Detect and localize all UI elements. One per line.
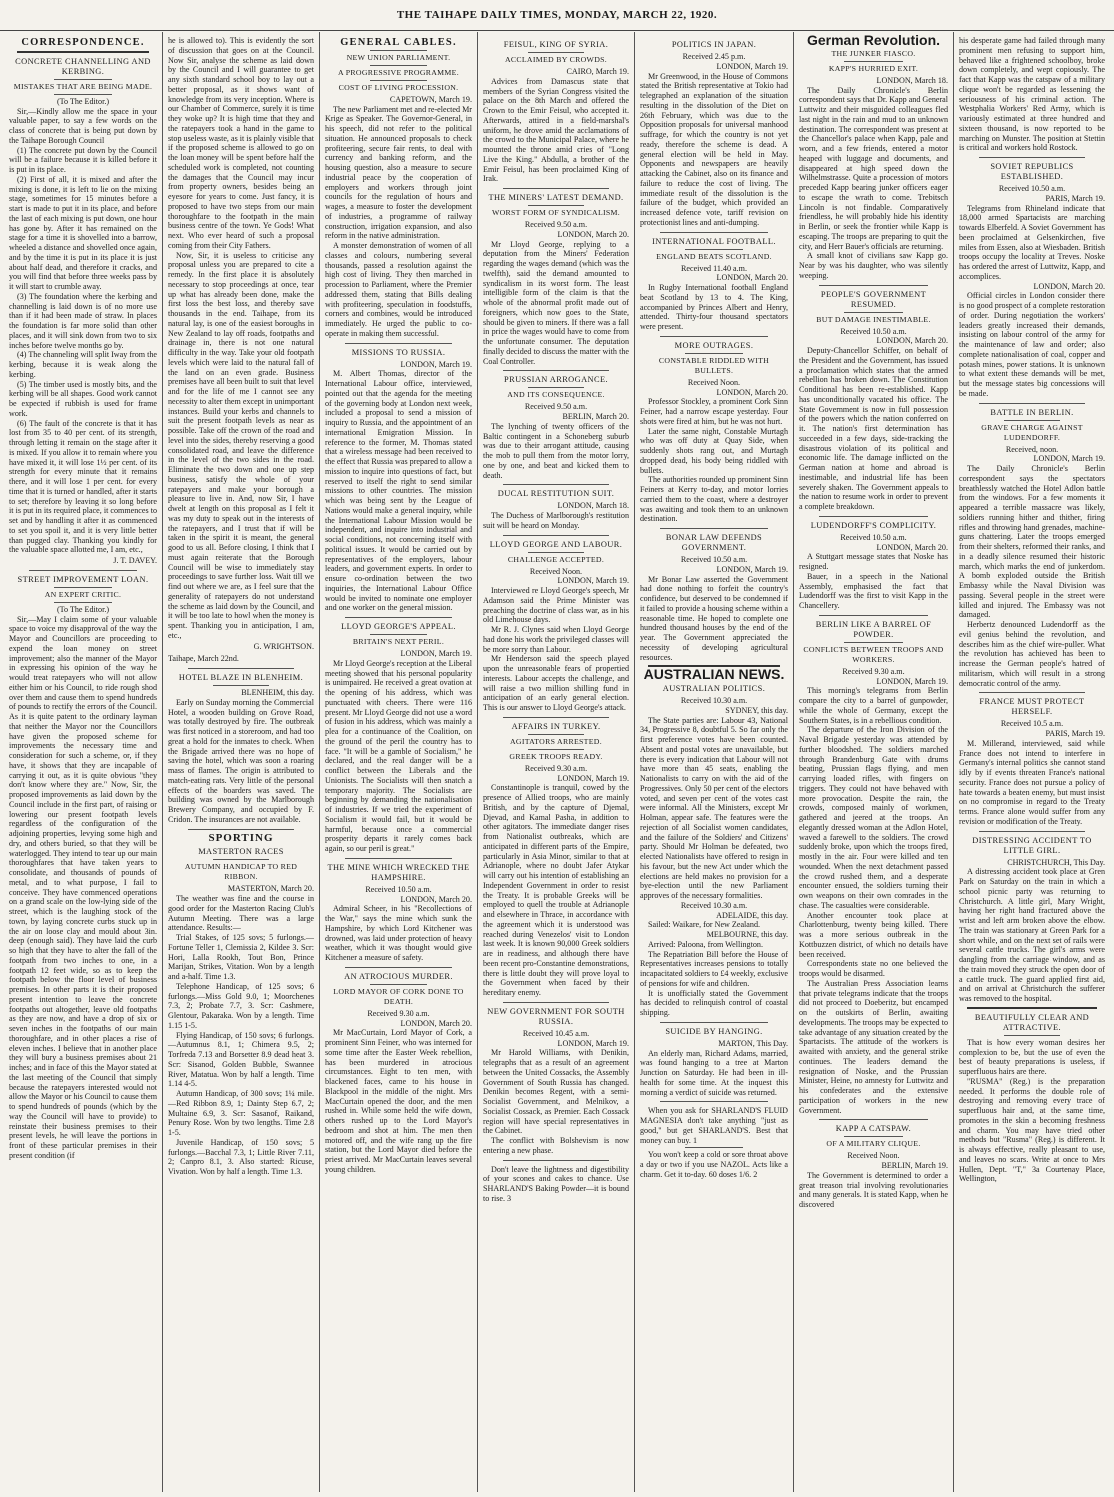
headline: LLOYD GEORGE'S APPEAL. — [341, 622, 456, 631]
divider — [503, 370, 609, 371]
subheadline: CHALLENGE ACCEPTED. — [507, 554, 605, 564]
divider — [819, 516, 928, 517]
headline: BEAUTIFULLY CLEAR AND ATTRACTIVE. — [974, 1012, 1090, 1032]
paragraph: The new Parliament met and re-elected Mr Krige as Speaker. The Governor-General, in his speech, did not refer to the political situation. He announced proposals to check profiteering, secure fair rents, to deal with currency and banking reform, and the housing question, also a measure to secure industrial peace by the cooperation of employers and workers through joint councils for the regulation of hours and wages, a measure to foster the development of industries, a programme of railway construction, irrigation expansion, and also reform in the native administration. — [325, 104, 472, 241]
paragraph: That is how every woman desires her complexion to be, but the use of even the best of beauty preparations is useless, if superfluous hairs are there. — [959, 1037, 1105, 1076]
divider — [528, 52, 584, 53]
subheadline: GRAVE CHARGE AGAINST LUDENDORFF. — [981, 422, 1083, 442]
paragraph: The Australian Press Association learns that private telegrams indicate that the troops did not proceed to Doeberitz, but encamped on the outskirts of Berlin, awaiting developments. The troops may be expected to take advantage of any situation created by the Spartacists. The attitude of the workers is awaited with anxiety, and the general strike continues. The leaders demand the resignation of Noske, and the Prussian Minister, Heine, no amnesty for Luttwitz and his confederates and the extensive participation of workers in the new Government. — [799, 978, 948, 1115]
paragraph: Advices from Damascus state that members of the Syrian Congress visited the palace on the 8th March and offered the Crown to the Emir Feisul, who accepted it. Afterwards, attired in a field-marshal's uniform, he drove amid the acclamations of the crowd to the Municipal Palace, where he mounted the throne amid cries of "Long Live the King." Abdulla, a brother of the Emir Feisul, has been proclaimed King of Irak. — [483, 76, 629, 184]
headline: BONAR LAW DEFENDS GOVERNMENT. — [665, 533, 763, 552]
paragraph: Mr Greenwood, in the House of Commons stated the British representative at Tokio had telegraphed an explanation of the situation resulting in the dissolution of the Diet on 26th February, which was due to the Opposition proposals for universal manhood suffrage, for which the country is not yet ready, therefore the scheme is dead. A general election will be held in May. Opponents and newspapers are heavily attacking the Cabinet, also on its finance and failure to reduce the cost of living. The immediate result of the dissolution is the failure of the budget, which provided an increased defence vote, tariff revision on protectionist lines and anti-dumping. — [640, 71, 788, 227]
paragraph: "RUSMA" (Reg.) is the preparation needed. It performs the double role of destroying and removing every trace of superfluous hair and, at the same time, promotes in the skin a becoming freshness and charm. You may have tried other methods but "Rusma" (Reg.) is different. It is always effective, really pleasant to use, and leaves no scars. Write at once to Mrs Hullen, Dept. "T," 3a Courtenay Place, Wellington, — [959, 1076, 1105, 1184]
headline: AN ATROCIOUS MURDER. — [344, 971, 453, 981]
divider — [979, 157, 1085, 158]
dateline: Received 11.40 a.m. — [680, 263, 747, 273]
divider — [54, 587, 112, 588]
headline: CONCRETE CHANNELLING AND KERBING. — [15, 56, 151, 76]
column-3 — [319, 32, 477, 1492]
paragraph: M. Millerand, interviewed, said while France does not intend to interfere in Germany's internal politics she cannot stand idly by if events threaten France's national security. France does not pursue a policy of hate towards a beaten enemy, but must insist on no compromise in regard to the Treaty terms. France alone would suffer from any revision or modification of the Treaty. — [959, 738, 1105, 826]
paragraph: Trial Stakes, of 125 sovs; 5 furlongs.—Fortune Teller 1, Clemissia 2, Kildee 3. Scr: Hori, Lalla Rookh, Tout Bon, Prince Marijan, Strikes, Vitation. Won by a length and a-half. Time 1.3. — [168, 933, 314, 981]
signature: J. T. DAVEY. — [113, 556, 157, 565]
paragraph: The State parties are: Labour 43, National 34, Progressive 8, doubtful 5. So far only the first preference votes have been counted. Absent and postal votes are unavailable, but there is every indication that Labour will not have more than 45 seats, enabling the Nationalists to carry on with the aid of the Progressives. Only 50 per cent of the electors voted, and seven per cent of the votes cast were informal. All the Ministers, except Mr Holman, appear safe. The features were the rejection of all Socialist women candidates, and the failure of the Soldiers' and Citizens' party. Should Mr Holman be defeated, two elected Nationalists have offered to resign in his favour, but the new Act under which the elections are held makes no provision for a bye-election until the new Parliament approves of the necessary formalities. — [640, 715, 788, 900]
divider — [660, 528, 768, 529]
paragraph: Mr Bonar Law asserted the Government had done nothing to forfeit the country's confidence, but deserved to be condemned if it failed to provide a housing scheme within a reasonable time. He hoped to complete one hundred thousand houses by the end of the year. The Government appreciated the necessity of developing agricultural resources. — [640, 574, 788, 662]
paragraph: Mr Harold Williams, with Denikin, telegraphs that as a result of an agreement between the United Cossacks, the Assembly Government of South Russia has changed. Denikin becomes Regent, with a semi-Socialist Government, and Melnikov, a Socialist Cossack, as Premier. Each Cossack region will have special representatives in the Cabinet. — [483, 1048, 629, 1136]
paragraph: The Repatriation Bill before the House of Representatives increases pensions to totally incapacitated soldiers to £4 weekly, exclusive of pensions for wife and children. — [640, 949, 788, 988]
paragraph: (3) The foundation where the kerbing and channelling is laid down is of no more use than if it had been made of straw. In places the foundation is far more solid than other places, and it will sink down from two to six inches before twelve months go by. — [9, 291, 157, 350]
dateline: Received 10.50 a.m. — [680, 555, 748, 564]
dateline: Received 10.50 a.m. — [840, 326, 907, 336]
headline: INTERNATIONAL FOOTBALL. — [652, 236, 776, 246]
paragraph: The conflict with Bolshevism is now entering a new phase. — [483, 1136, 629, 1155]
paragraph: Juvenile Handicap, of 150 sovs; 5 furlongs.—Bacchal 7.3, 1; Little River 7.11, 2; Canpro 8.1, 3. Also started: Ricuse, Vivation. Won by half a length. Time 1.3. — [168, 1137, 314, 1176]
divider — [660, 336, 768, 337]
paragraph: The Duchess of Marlborough's restitution suit will be heard on Monday. — [483, 511, 629, 530]
dateline: Received 10.50 a.m. — [365, 884, 432, 894]
divider — [503, 1002, 609, 1003]
subheadline: CONSTABLE RIDDLED WITH BULLETS. — [658, 355, 770, 375]
headline: STREET IMPROVEMENT LOAN. — [17, 574, 149, 584]
divider — [979, 831, 1085, 832]
dateline: BERLIN, March 19. — [881, 1161, 948, 1170]
dateline: Received, noon. — [1005, 444, 1059, 454]
paragraph: Herbertz denounced Ludendorff as the evil genius behind the revolution, and describes him as the chief wire-puller. What the revolution has achieved has been to increase the German people's hatred of militarism, which will result in a strong democratic control of the army. — [959, 620, 1105, 688]
dateline: MELBOURNE, this day. — [706, 930, 788, 939]
dateline: LONDON, March 19. — [1033, 454, 1105, 464]
paragraph: The Daily Chronicle's Berlin correspondent says the spectators breathlessly watched the Hotel Adlon battle from the windows. For a few moments it appeared a terrible massacre was likely, soldiers running hither and thither, firing rifles and throwing hand grenades, machine-guns chattering. Later the troops emerged from their shelters, reformed their ranks, and in a deadly silence resumed their historic march, which marks the end of junkerdom. A bomb exploded outside the British Embassy while the Naval Division was passing. Several people in the street were killed and injured. The Embassy was not damaged. — [959, 464, 1105, 620]
paragraph: Sir,—May I claim some of your valuable space to voice my disapproval of the way the Mayor and Councillors are proceeding to expend the loan money on street improvement; also the manner of the Mayor in expressing his opinion of the way he would treat ratepayers who will not allow either him or his Council, to ride rough shod over them and cause them to spend hundreds of pounds to rectify the errors of the Council. As it is quite patent to the ordinary layman that neither the Mayor nor the Councillors have given the proposed scheme for improvements the necessary time and consideration for such a scheme, or, if they have, it shows that they are incapable of carrying it out, as it is quite obvious "they don't know where they are." Now, Sir, the proposed improvements as laid down by the Council include in the first part, of raising or lowering our present footpath levels regardless of the configuration of the adjoining properties, levying some high and dry, and others buried, so that they will be waterlogged. They intend to tear up our main thoroughfares that have taken years to consolidate, and thousands of pounds of metal, and to what purpose, I fail to conceive. They have commenced operations on a grand scale on the low-lying side of the street, which is the laughing stock of the town, by laying concrete curbs stuck up in the air on loose clay and mould about 3in. deep (enough said). They have laid the curb so high that they have to alter the fall of the footpath from two inches to one, in a footpath 12 feet wide, so as to keep the footpath below the floor level of business premises. In other parts it is their proposed present intention to leave the concrete footpaths out altogether, leave old footpaths as they are now, and have a drop of six or seven inches in the footpaths of our main thoroughfare, and in other places a rise of eleven inches. I believe that in another place they will bury a business premises about 21 inches; and in face of this the Mayor stated at the last meeting of the Council that simply because the ratepayers interested would not allow the Mayor or his Council to cause them to spend hundreds of pounds (which by the way the Council will have to provide) to reinstate their business premises to their present levels, he will leave the portions in front of these particular premises in their present condition (if — [9, 614, 157, 1160]
masthead: THE TAIHAPE DAILY TIMES, MONDAY, MARCH 22, 1920. — [0, 0, 1114, 31]
dateline: PARIS, March 19. — [1045, 729, 1105, 738]
paragraph: Admiral Scheer, in his "Recollections of the War," says the mine which sunk the Hampshire, by which Lord Kitchener was drowned, was laid under protection of heavy weather, which it was thought would give Kitchener a measure of safety. — [325, 904, 472, 962]
headline: KAPP A CATSPAW. — [835, 1124, 912, 1134]
paragraph: Another encounter took place at Charlottenburg, twenty being killed. There was a more serious outbreak in the Kottbuzzen district, of which no details have been received. — [799, 910, 948, 959]
dateline: LONDON, March 19. — [876, 676, 948, 686]
dateline: LONDON, March 20. — [1033, 281, 1105, 291]
subheadline: AND ITS CONSEQUENCE. — [507, 390, 605, 400]
paragraph: Autumn Handicap, of 300 sovs; 1¼ mile.—Red Ribbon 8.9, 1; Dainty Step 6.7, 2; Multaine 6.9, 3. Scr: Sasanof, Raikand, Penury Rose. Won by two lengths. Time 2.8 1-5. — [168, 1089, 314, 1137]
paragraph: Bauer, in a speech in the National Assembly, emphasised the fact that Ludendorff was the first to visit Kapp in the Chancellery. — [799, 571, 948, 610]
dateline: LONDON, March 19. — [400, 649, 472, 658]
dateline: Received 9.50 a.m. — [524, 220, 588, 229]
subheadline: ENGLAND BEATS SCOTLAND. — [656, 251, 772, 261]
headline: PEOPLE'S GOVERNMENT RESUMED. — [820, 289, 927, 309]
headline: FEISUL, KING OF SYRIA. — [503, 40, 609, 49]
paragraph: M. Albert Thomas, director of the International Labour office, interviewed, pointed out that the agenda for the meeting of the governing body at London next week, included a proposal to send a mission of inquiry to Russia, and the appointment of an international Emigration Mission. In reference to the former, M. Thomas stated that a wireless message had been received to the effect that Russia was prepared to allow a mission to inquire into questions of fact, but reserved to itself the right to send similar missions to other countries. The mission which was being sent by the League of Nations would make a general inquiry, while the International Labour Mission would be independent, and inquire into industrial and social conditions, not concerning itself with political issues. It would be carried out by representatives of the employers, labour leaders, and government experts. In order to ensure co-ordination between the two inquiries, the International Labour Office would be invited to nominate one employer and one worker on the general mission. — [325, 369, 472, 613]
paragraph: Correspondents state no one believed the troops would be disarmed. — [799, 959, 948, 978]
divider — [528, 749, 584, 750]
signature-place: Taihape, March 22nd. — [168, 654, 239, 664]
column-2 — [162, 32, 319, 1492]
paragraph: Arrived: Paloona, from Wellington. — [648, 939, 763, 949]
advertisement: Don't leave the lightness and digestibility of your scones and cakes to chance. Use SHARLAND'S Baking Powder—it is bound to rise. 3 — [483, 1164, 629, 1203]
dateline: Received 10.45 a.m. — [522, 1028, 590, 1038]
divider — [54, 94, 112, 95]
section-heading-australian-news: AUSTRALIAN NEWS. — [643, 666, 785, 683]
paragraph: Constantinople is tranquil, cowed by the presence of Allied troops, who are mainly British, and by the capture of Djemal, Djevad, and Kamal Pasha, in addition to other agitators. The immediate danger rises from Nationalist outbreaks, which are anticipated in different parts of the Empire, particularly in Asia Minor, similar to that at Adrianople, where no doubt Jafer Atykar will carry out his intention of establishing an Independent Government in order to resist the Treaty. It is probable Greeks will be employed to quell the trouble at Adrianople and elsewhere in Thrace, in accordance with the agreement which it is understood was reached during Venezelos' visit to London last week. It is known 90,000 Greek soldiers are in readiness, and although there have been recent pro-Constantine demonstrations, there is little doubt they will prove loyal to the Government when faced by their hereditary enemy. — [483, 783, 629, 997]
headline: BATTLE IN BERLIN. — [990, 407, 1074, 417]
paragraph: Later the same night, Constable Murtagh who was off duty at Quay Side, when suddenly shots rang out, and Murtagh dropped dead, his body being riddled with bullets. — [640, 426, 788, 475]
divider — [660, 1101, 768, 1102]
dateline: LONDON, March 20. — [876, 336, 948, 346]
dateline: LONDON, March 19. — [557, 576, 629, 586]
dateline: Received 9.30 a.m. — [842, 666, 905, 676]
paragraph: The Government is determined to order a great treason trial involving revolutionaries and many generals. It is stated Kapp, when he discovered — [799, 1170, 948, 1209]
dateline: Received 10.5 a.m. — [1000, 719, 1064, 729]
dateline: LONDON, March 18. — [557, 501, 629, 511]
divider — [370, 80, 427, 81]
dateline: LONDON, March 20. — [400, 1018, 472, 1028]
editor-note: (To The Editor.) — [56, 96, 110, 106]
paragraph: The Daily Chronicle's Berlin correspondent says that Dr. Kapp and General Luttwitz and their misguided colleagues fled last night in the rain and mud to an unknown destination. The correspondent was present at the Chancellor's palace when Kapp, pale and worn, and a few friends, entered a motor heaped with luggage and documents, and disappeared at high speed down the Wilhelmstrasse. Quite a procession of motors preceded Kapp bearing junker officers eager to escape the wrath to come. Trebitsch Lincoln is not findable. Comparatively friendless, he will probably hide his identity in Berlin, or seek the frontier while Kapp is escaping. The troops are preparing to quit the city, and Herr Bauer's officials are returning. — [799, 85, 949, 251]
divider — [660, 232, 768, 233]
divider — [345, 617, 452, 618]
divider — [528, 552, 584, 553]
editor-note: (To The Editor.) — [56, 604, 110, 614]
headline: MORE OUTRAGES. — [674, 340, 754, 350]
divider — [503, 484, 609, 485]
headline: DISTRESSING ACCIDENT TO LITTLE GIRL. — [972, 835, 1092, 855]
divider — [685, 353, 743, 354]
divider — [528, 734, 584, 735]
dateline: Received 10.50 a.m. — [998, 184, 1066, 193]
paragraph: Mr R. J. Clynes said when Lloyd George had done his work the privileged classes will be more sorry than Labour. — [483, 625, 629, 654]
section-heading-german-revolution: German Revolution. — [806, 32, 941, 48]
paragraph: Mr MacCurtain, Lord Mayor of Cork, a prominent Sinn Feiner, who was interned for some time after the Easter Week rebellion, has been murdered in atrocious circumstances. Eight to ten men, with blackened faces, came to his house in Blackpool in the middle of the night. Mrs MacCurtain opened the door, and the men rushed in. While some held the wife down, others rushed up to the Lord Mayor's bedroom and shot at him. The men then motored off, and the wife rang up the fire station, but the Lord Mayor died before the priest arrived. Mr MacCurtain leaves several young children. — [325, 1028, 472, 1174]
paragraph: Early on Sunday morning the Commercial Hotel, a wooden building on Grove Road, was totally destroyed by fire. The outbreak was first noticed in a storeroom, and had too great a hold for the inmates to check. When the Brigade arrived there was no hope of saving the hotel, which was soon a roaring mass of flames. The origin is attributed to match-eating rats. Very little of the personal effects of the boarders was saved. The building was owned by the Marlborough Brewery Company, and occupied by F. Cridon. The insurances are not available. — [168, 697, 314, 824]
divider — [844, 312, 903, 313]
dateline: Received Noon. — [529, 566, 583, 576]
paragraph: Interviewed re Lloyd George's speech, Mr Adamson said the Prime Minister was preaching the doctrine of class war, as in his old Limehouse days. — [483, 586, 629, 625]
paragraph: Deputy-Chancellor Schiffer, on behalf of the President and the Government, has issued a proclamation which states that the armed rebellion has broken down. The Constitution Conditional has been re-established. Kapp has unconditionally vacated his office. The State Government is now in full possession of the powers which the nation conferred on it. The nation's first determination has succeeded in a few days, side-tracking the disastrous violation of its political and economic life. The damage inflicted on the German nation at home and abroad is inestimable, and industrial life has been severely shaken. The Government appeals to the nation to resume work in order to prevent a complete breakdown. — [799, 346, 948, 511]
divider — [967, 1007, 1097, 1009]
divider — [1004, 1035, 1060, 1036]
subheadline: MISTAKES THAT ARE BEING MADE. — [13, 81, 153, 91]
headline: FRANCE MUST PROTECT HERSELF. — [979, 697, 1085, 717]
paragraph: The departure of the Iron Division of the Naval Brigade yesterday was attended by further bloodshed. The soldiers marched through Brandenburg Gate with drums beating, Prussian flags flying, and men carrying loaded rifles, with fingers on triggers. They could not have behaved with more provocation. Despite the rain, the crowds, composed mainly of workmen, gathered and jeered at the troops. An elegantly dressed woman at the Adlon Hotel, waved a farewell to the soldiers. The crowd suddenly broke, upon which the troops fired, mostly in the air. Four were killed and ten wounded. When the next detachment passed the crowd rushed them, and a desperate encounter ensued, the soldiers turning their own weapons on their own comrades in the chase. The casualties were considerable. — [799, 725, 948, 910]
headline: DUCAL RESTITUTION SUIT. — [497, 489, 615, 499]
dateline: LONDON, March 20. — [400, 894, 472, 904]
paragraph: It is unofficially stated the Government has decided to relinquish control of coastal shipping. — [640, 988, 788, 1017]
column-4 — [477, 32, 634, 1492]
headline: THE JUNKER FIASCO. — [831, 48, 916, 58]
divider — [819, 615, 928, 616]
paragraph: The weather was fine and the course in good order for the Masterton Racing Club's Autumn Meeting. There was a large attendance. Results:— — [168, 894, 314, 933]
divider — [660, 1022, 768, 1023]
dateline: CAIRO, March 19. — [566, 67, 629, 76]
subheadline: AN EXPERT CRITIC. — [44, 589, 122, 599]
dateline: Received 2.45 p.m. — [682, 52, 746, 61]
headline: AUSTRALIAN POLITICS. — [662, 684, 766, 693]
paragraph: In Rugby International football England beat Scotland by 13 to 4. The King, accompanied by Princes Albert and Henry, attended. Thirty-four thousand spectators were present. — [640, 283, 788, 331]
paragraph: he is allowed to). This is evidently the sort of discussion that goes on at the Council. Now Sir, analyse the scheme as laid down by the Council and I will guarantee to get any sixth standard school boy to lay out a better proposal, as it shows want of knowledge from its very inception. Where is our Chamber of Commerce, surely it is time they woke up? It is high time that they and the ratepayers took a hand in the game to stop useless waste, as it is plainly visible that if the proposed scheme is allowed to go on the loan money will be spent before half the scheduled work is completed, not counting the damages that the Council may incur from property owners, besides being an eyesore for years to come. Just fancy, it is proposed to have two steps from our main thoroughfare to the footpath in the main business centre of the town. Ye Gods! What next. Who ever heard of such a proposal coming from their City Fathers. — [168, 36, 314, 250]
paragraph: Sir,—Kindly allow me the space in your valuable paper, to say a few words on the class of concrete that is being put down by the Taihape Borough Council — [9, 106, 157, 145]
section-heading-correspondence: CORRESPONDENCE. — [21, 37, 145, 48]
paragraph: (1) The concrete put down by the Council will be a failure because it is killed before it is put in its place. — [9, 145, 157, 174]
subheadline: OF A MILITARY CLIQUE. — [826, 1139, 921, 1149]
column-1 — [4, 32, 162, 1492]
dateline: BERLIN, March 20. — [562, 412, 629, 421]
subheadline: ACCLAIMED BY CROWDS. — [504, 55, 608, 64]
paragraph: A small knot of civilians saw Kapp go. Near by was his daughter, who was silently weeping. — [799, 251, 948, 280]
dateline: LONDON, March 19. — [716, 564, 788, 574]
dateline: LONDON, March 19. — [716, 61, 788, 71]
divider — [370, 634, 427, 635]
subheadline: BUT DAMAGE INESTIMABLE. — [816, 314, 931, 324]
divider — [29, 570, 137, 571]
paragraph: Telephone Handicap, of 125 sovs; 6 furlongs.—Miss Gold 9.0, 1; Moorchenes 7.3, 2; Probate 7.7, 3. Scr: Cashmere, Glentour, Pakaraka. Won by a length. Time 1.15 1-5. — [168, 981, 314, 1030]
divider — [345, 858, 452, 859]
divider — [819, 1119, 928, 1120]
dateline: Received 10.50 a.m. — [840, 532, 907, 542]
dateline: LONDON, March 19. — [400, 359, 472, 369]
signature: G. WRIGHTSON. — [253, 641, 314, 651]
divider — [528, 387, 584, 388]
paragraph: (6) The fault of the concrete is that it has lost from 35 to 40 per cent. of its strength, through letting it remain on the stage after it is mixed. If you allow it to remain where you have mixed it, it will lose 1½ per cent. of its strength for every minute that it remains there, and it will lose 1 per cent. for every time that it is turned or handled, after it starts to set; therefore by leaving it so long before it is put in its required place, it commences to set and by handling it after it as commenced to set you spoil it, and it is very little better than pugged clay. Thanking you kindly for the valuable space allotted me, I am, etc., — [9, 418, 157, 555]
headline: BERLIN LIKE A BARREL OF POWDER. — [815, 619, 932, 639]
divider — [370, 50, 427, 51]
paragraph: Official circles in London consider there is no good prospect of a complete restoration of order. During negotiation the workers' leaders greatly increased their demands, insisting on labour control of the army for the maintenance of law and order; also complete nationalisation of coal, copper and potash mines, power stations. It is unknown to what extent these demands will be met, but the message states big concessions will be made. — [959, 291, 1105, 398]
advertisement: When you ask for SHARLAND'S FLUID MAGNESIA don't take anything "just as good," but get SHARLAND'S. Best that money can buy. 1 — [640, 1106, 788, 1145]
divider — [685, 1147, 743, 1148]
divider — [979, 403, 1085, 404]
dateline: PARIS, March 19. — [1045, 193, 1105, 203]
paragraph: A Stuttgart message states that Noske has resigned. — [799, 552, 948, 571]
divider — [844, 1136, 903, 1137]
subheadline: KAPP'S HURRIED EXIT. — [828, 63, 919, 73]
divider — [844, 61, 903, 62]
dateline: Received Noon. — [687, 377, 741, 387]
advertisement: You won't keep a cold or sore throat above a day or two if you use NAZOL. Acts like a charm. Get it to-day. 60 doses 1/6. 2 — [640, 1150, 788, 1179]
column-7 — [953, 32, 1110, 1492]
divider — [979, 692, 1085, 693]
divider — [503, 535, 609, 536]
headline: NEW GOVERNMENT FOR SOUTH RUSSIA. — [487, 1006, 625, 1026]
dateline: Received Noon. — [847, 1151, 900, 1161]
dateline: LONDON, March 20. — [876, 542, 948, 552]
column-6 — [793, 32, 953, 1492]
headline: LLOYD GEORGE AND LABOUR. — [489, 539, 623, 549]
dateline: BLENHEIM, this day. — [241, 688, 314, 697]
paragraph: Mr Lloyd George's reception at the Liberal meeting showed that his personal popularity is unimpaired. He received a great ovation at the opening of his address, which was punctuated with cheers. There were 116 present. Mr Lloyd George did not use a word of fusion in his address, which was mainly a plea for a continuance of the Coalition, on the ground of the peril the country has to face. "It will be a gamble of Socialism," he declared, and the real danger will be a conflict between the Liberals and the Unionists. The Socialists will then snatch a temporary majority. The Socialists are beginning by demanding the nationalisation of industries. If we tried the experiment of Socialism it would fail, but it would be harmful, because once a commercial prosperity departs it rarely comes back again, so our peril is great." — [325, 658, 472, 853]
paragraph: Now, Sir, it is useless to criticise any proposal unless you are prepared to cite a remedy. In the first place it is absolutely necessary to stop proceedings at once, tear up what has already been done, make the first loss the best loss, and thereby save thousands in the end. Taihape, from its natural lay, is one of the easiest boroughs in New Zealand to lay off roads, footpaths and drainage in, there is not one natural difficulty in the way. Take your old footpath levels which were laid to the natural fall of the land on an even grade. Business premises have all been built to suit that level and for the life of me I cannot see any necessity to alter them except in unimportant instances. Build your kerbs and channels to suit the present footpath levels as near as possible. Take off the crown of the road and level into the sides, thereby reserving a good consolidated road, and leave the difference in the level of the two sides in the road. Eliminate the two down and one up step business, satisfy the whole of your ratepayers and make your borough a pleasure to live in. And, now Sir, I have dwelt at length on this proposal as I felt it was my duty to speak out in the interests of the ratepayers, and I trust that if will be taken in the spirit it is meant, the general good to us all. Before closing, I think that I must again reiterate that the Borough Council will be wise to immediately stay proceedings to save further loss. Wait till we find out where we are, as I feel sure that the generality of ratepayers do not understand the scheme as laid down by the Council, and it will be too late to howl when the money is spent. Thanking you in anticipation, I am, etc., — [168, 250, 314, 640]
headline: PRUSSIAN ARROGANCE. — [504, 375, 608, 385]
subheadline: BRITAIN'S NEXT PERIL. — [352, 637, 445, 646]
paragraph: A distressing accident took place at Gren Park on Saturday on the train in which a school picnic party was returning to Christchurch. A little girl, Mary Wright, having her right hand fractured above the wrist and left arm broken above the elbow. The train was stationary at Green Park for a short while, and on the next set of rails were several cattle trucks. The girl's arms were dangling from the carriage window, and as the train moved they struck the open door of a cattle truck. The guard applied first aid, and on arrival at Christchurch the sufferer was removed to the hospital. — [959, 867, 1105, 1003]
paragraph: The authorities rounded up prominent Sinn Feiners at Kerry to-day, and motor lorries carried them to the coast, where a destroyer was awaiting and took them to an unknown destination. — [640, 475, 788, 524]
paragraph: This morning's telegrams from Berlin compare the city to a barrel of gunpowder, while the whole of Germany, except the Southern States, is in a rebellious condition. — [799, 686, 948, 725]
dateline: MASTERTON, March 20. — [227, 884, 314, 894]
dateline: LONDON, March 20. — [557, 229, 629, 239]
paragraph: (2) First of all, it is mixed and after the mixing is done, it is left to lie on the mixing stage, sometimes for 15 minutes before a start is made to put it in its place, and before the last of each mixing is put down, one hour has gone by. After it has remained on the stage for a time it is shovelled into a barrow, wheeled a distance and shovelled once again, and by the time it is put in its place it is just about half dead, and therefore it cracks, and you will find that before three weeks pass by it will start to crumble away. — [9, 174, 157, 291]
divider — [370, 984, 427, 985]
divider — [685, 249, 743, 250]
paragraph: his desperate game had failed through many prominent men refusing to support him, behaved like a frightened schoolboy, broke down completely, and wept copiously. The fact that Kapp was the catspaw of a military clique won't be regarded as lessening the seriousness of his criminal action. The Westphalia Workers' Red Army, which is variously estimated at three hundred and sixteen thousand, is now reported to be marching on Munster. The position at Stettin is critical and workers hold Rostock. — [959, 36, 1105, 153]
paragraph: A monster demonstration of women of all classes and colours, numbering several thousands, passed a resolution against the high cost of living. They then marched in procession to Parliament, where the Premier addressed them, stating that Bills dealing with profiteering, speculation in foodstuffs, corners and combines, would be introduced immediately. He urged the public to co-operate in making them successful. — [325, 241, 472, 338]
subheadline: AUTUMN HANDICAP TO RED RIBBON. — [184, 862, 298, 882]
paragraph: Mr Lloyd George, replying to a deputation from the Miners' Federation regarding the wages demand (which was the twelfth), said the demand amounted to syndicalism in its worst form. The least intelligible form of the claim is that the whole of the abnormal profit made out of foreigners, which now goes to the State, should be given to miners. If there was a fall in price the wages would have to come from the unfortunate consumer. The deputation finally decided to discuss the matter with the Coal Controller. — [483, 239, 629, 366]
dateline: LONDON, March 20. — [716, 273, 788, 283]
headline: POLITICS IN JAPAN. — [671, 40, 757, 49]
headline: THE MINERS' LATEST DEMAND. — [488, 193, 624, 202]
divider — [503, 188, 609, 189]
paragraph: Professor Stockley, a prominent Cork Sinn Feiner, had a narrow escape yesterday. Four shots were fired at him, but he was not hurt. — [640, 397, 788, 426]
dateline: Received 9.30 a.m. — [367, 1008, 430, 1018]
paragraph: An elderly man, Richard Adams, married, was found hanging to a tree at Marton Junction on Saturday. He had been in ill-health for some time. At the inquest this morning a verdict of suicide was returned. — [640, 1048, 788, 1097]
subheadline: COST OF LIVING PROCESSION. — [338, 82, 459, 92]
paragraph: (5) The timber used is mostly bits, and the kerbing will be all shapes. Good work cannot be expected if rubbish is used for frame work. — [9, 379, 157, 418]
headline: THE MINE WHICH WRECKED THE HAMPSHIRE. — [327, 862, 470, 882]
subheadline: GREEK TROOPS READY. — [509, 751, 603, 761]
divider — [345, 967, 452, 968]
subheadline: WORST FORM OF SYNDICALISM. — [491, 208, 621, 217]
subheadline: LORD MAYOR OF CORK DONE TO DEATH. — [333, 986, 464, 1006]
dateline: SYDNEY, this day. — [725, 705, 788, 715]
paragraph: (4) The channeling will split Iway from the kerbing, because it is weak along the kerbing. — [9, 350, 157, 379]
dateline: MARTON, This Day. — [718, 1038, 788, 1048]
dateline: Received 9.50 a.m. — [524, 402, 588, 412]
dateline: LONDON, March 19. — [557, 773, 629, 783]
dateline: Received 10.30 a.m. — [680, 900, 748, 910]
dateline: LONDON, March 19. — [557, 1038, 629, 1048]
section-heading-sporting: SPORTING — [208, 831, 274, 844]
paragraph: Telegrams from Rhineland indicate that 18,000 armed Spartacists are marching towards Elberfeld. A Soviet Government has been proclaimed at Gelsenkirchen, five miles from Essen, also at Wiesbaden. British troops occupy the locality at Treves. Noske has ordered the arrest of Luttwitz, Kapp, and accomplices. — [959, 203, 1105, 281]
divider — [844, 642, 903, 643]
divider — [503, 717, 609, 718]
dateline: LONDON, March 18. — [876, 75, 948, 85]
dateline: ADELAIDE, this day. — [716, 910, 788, 920]
headline: MASTERTON RACES — [198, 847, 284, 857]
divider — [17, 51, 149, 53]
dateline: Received 10.30 a.m. — [680, 696, 748, 705]
divider — [188, 668, 294, 669]
headline: SOVIET REPUBLICS ESTABLISHED. — [990, 162, 1074, 181]
divider — [370, 65, 427, 66]
dateline: CHRISTCHURCH, This Day. — [1007, 857, 1105, 867]
headline: HOTEL BLAZE IN BLENHEIM. — [178, 673, 304, 682]
headline: MISSIONS TO RUSSIA. — [351, 347, 446, 357]
divider — [54, 79, 112, 80]
dateline: LONDON, March 20. — [716, 387, 788, 397]
newspaper-page — [4, 32, 1110, 1494]
subheadline: A PROGRESSIVE PROGRAMME. — [338, 67, 459, 77]
divider — [503, 1160, 609, 1161]
column-5 — [634, 32, 793, 1492]
paragraph: The lynching of twenty officers of the Baltic contingent in a Schoneberg suburb was due to their arrogant attitude, causing the mob to pull them from the motor lorry, one by one, and beat and kicked them to death. — [483, 421, 629, 480]
divider — [188, 829, 294, 830]
divider — [54, 602, 112, 603]
headline: LUDENDORFF'S COMPLICITY. — [810, 520, 937, 530]
divider — [213, 859, 269, 860]
headline: SUICIDE BY HANGING. — [665, 1026, 763, 1036]
subheadline: CONFLICTS BETWEEN TROOPS AND WORKERS. — [803, 644, 944, 664]
divider — [1004, 420, 1060, 421]
dateline: Received 9.30 a.m. — [524, 763, 588, 773]
divider — [345, 343, 452, 344]
subheadline: AGITATORS ARRESTED. — [509, 736, 602, 746]
paragraph: Flying Handicap, of 150 sovs; 6 furlongs.—Autumnus 8.1, 1; Chimera 9.5, 2; Torfreda 7.13 and Borsetter 8.9 dead heat 3. Scr: Sisanod, Golden Bubble, Swannee River, Matatua. Won by half a length. Time 1.14 4-5. — [168, 1030, 314, 1089]
divider — [528, 205, 584, 206]
dateline: CAPETOWN, March 19. — [389, 94, 472, 104]
headline: AFFAIRS IN TURKEY. — [511, 721, 601, 731]
headline: NEW UNION PARLIAMENT. — [346, 52, 451, 62]
paragraph: Mr Henderson said the speech played upon the unreasonable fears of propertied interests. Labour accepts the challenge, and will raise a two million shilling fund in anticipation of an early general election. This is our answer to Lloyd George's attack. — [483, 654, 629, 712]
divider — [819, 285, 928, 286]
divider — [213, 685, 269, 686]
section-heading-general-cables: GENERAL CABLES. — [340, 37, 457, 48]
paragraph: Sailed: Waikare, for New Zealand. — [648, 920, 761, 930]
